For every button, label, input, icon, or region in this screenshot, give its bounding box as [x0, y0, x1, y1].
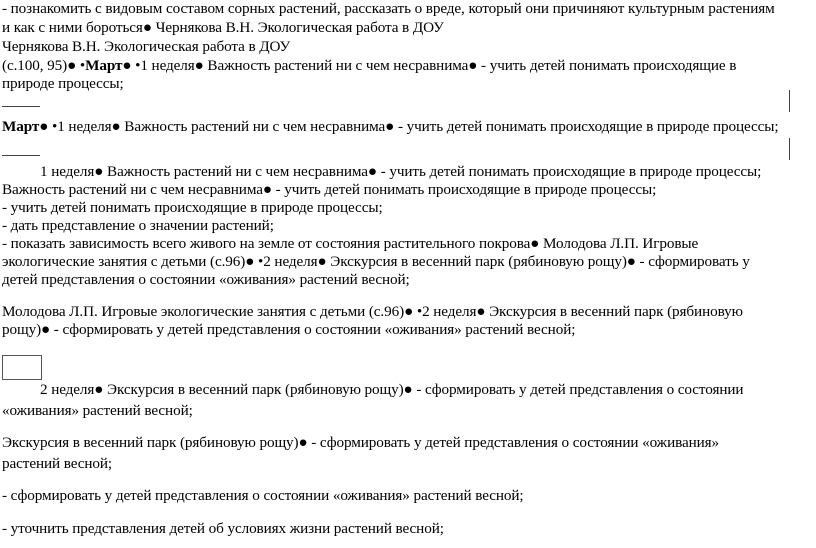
text-line-14: Молодова Л.П. Игровые экологические занятия с детьми (с.96)● •2 неделя● Экскурсия в весенний парк (рябиновую [2, 303, 743, 320]
text-line-4: (с.100, 95)● •Март● •1 неделя● Важность растений ни с чем несравнима● - учить детей понимать происходящие в [2, 57, 737, 74]
text-line-9: - учить детей понимать происходящие в природе процессы; [2, 199, 383, 216]
text-line-13: детей представления о состоянии «оживания» растений весной; [2, 271, 410, 288]
text-line-2: и как с ними бороться● Чернякова В.Н. Экологическая работа в ДОУ [2, 19, 444, 36]
short-rule-2 [2, 155, 40, 156]
text-line-17: «оживания» растений весной; [2, 402, 193, 419]
text-line-10: - дать представление о значении растений; [2, 217, 274, 234]
text-line-18: Экскурсия в весенний парк (рябиновую рощу)● - сформировать у детей представления о состоянии «оживания» [2, 434, 720, 451]
text-line-11: - показать зависимость всего живого на земле от состояния растительного покрова● Молодова Л.П. Игровые [2, 235, 699, 252]
text-line-3: Чернякова В.Н. Экологическая работа в ДОУ [2, 38, 291, 55]
text-line-20: - сформировать у детей представления о состоянии «оживания» растений весной; [2, 487, 524, 504]
text-line-6: Март● •1 неделя● Важность растений ни с чем несравнима● - учить детей понимать происходящие в природе процессы; [2, 118, 779, 135]
text-line-19: растений весной; [2, 455, 113, 472]
vertical-bar-1 [789, 90, 790, 112]
short-rule-1 [2, 106, 40, 107]
text-line-15: рощу)● - сформировать у детей представления о состоянии «оживания» растений весной; [2, 321, 576, 338]
text-line-16: 2 неделя● Экскурсия в весенний парк (рябиновую рощу)● - сформировать у детей представления о состоянии [40, 381, 744, 398]
empty-box [2, 355, 42, 380]
text-line-21: - уточнить представления детей об условиях жизни растений весной; [2, 520, 444, 537]
text-line-12: экологические занятия с детьми (с.96)● •2 неделя● Экскурсия в весенний парк (рябиновую рощу)● - сформировать у [2, 253, 750, 270]
vertical-bar-2 [789, 138, 790, 160]
month-label-march: Март [2, 118, 40, 135]
text-line-5: природе процессы; [2, 75, 124, 92]
text-line-8: Важность растений ни с чем несравнима● - учить детей понимать происходящие в природе процессы; [2, 181, 657, 198]
text-line-1: - познакомить с видовым составом сорных растений, рассказать о вреде, который они причиняют культурным растениям [2, 0, 775, 17]
text-line-7: 1 неделя● Важность растений ни с чем несравнима● - учить детей понимать происходящие в природе процессы; [40, 163, 762, 180]
month-label-march: Март [85, 57, 123, 74]
